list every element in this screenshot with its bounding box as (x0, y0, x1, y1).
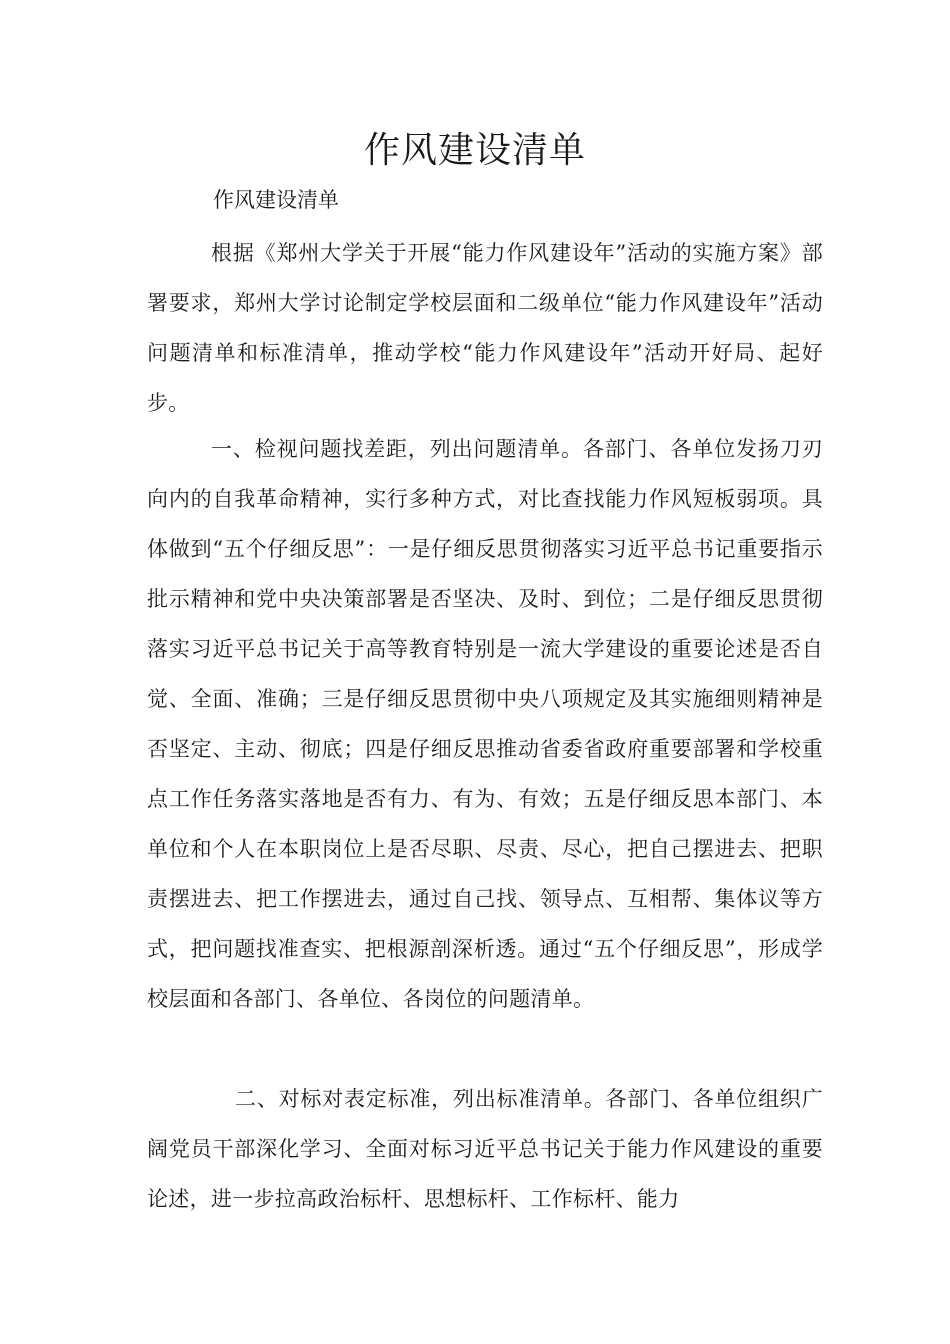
paragraph-problem-list: 一、检视问题找差距，列出问题清单。各部门、各单位发扬刀刃向内的自我革命精神，实行多种方式，对比查找能力作风短板弱项。具体做到“五个仔细反思”：一是仔细反思贯彻落实习近平总书记重要指示批示精神和党中央决策部署是否坚决、及时、到位；二是仔细反思贯彻落实习近平总书记关于高等教育特别是一流大学建设的重要论述是否自觉、全面、准确；三是仔细反思贯彻中央八项规定及其实施细则精神是否坚定、主动、彻底；四是仔细反思推动省委省政府重要部署和学校重点工作任务落实落地是否有力、有为、有效；五是仔细反思本部门、本单位和个人在本职岗位上是否尽职、尽责、尽心，把自己摆进去、把职责摆进去、把工作摆进去，通过自己找、领导点、互相帮、集体议等方式，把问题找准查实、把根源剖深析透。通过“五个仔细反思”，形成学校层面和各部门、各单位、各岗位的问题清单。 (147, 437, 823, 1011)
paragraph-intro: 根据《郑州大学关于开展“能力作风建设年”活动的实施方案》部署要求，郑州大学讨论制定学校层面和二级单位“能力作风建设年”活动问题清单和标准清单，推动学校“能力作风建设年”活动开好局、起好步。 (147, 241, 823, 415)
document-subtitle: 作风建设清单 (213, 188, 339, 212)
document-title: 作风建设清单 (363, 130, 586, 171)
paragraph-standard-list: 二、对标对表定标准，列出标准清单。各部门、各单位组织广阔党员干部深化学习、全面对标习近平总书记关于能力作风建设的重要论述，进一步拉高政治标杆、思想标杆、工作标杆、能力 (147, 1087, 823, 1211)
